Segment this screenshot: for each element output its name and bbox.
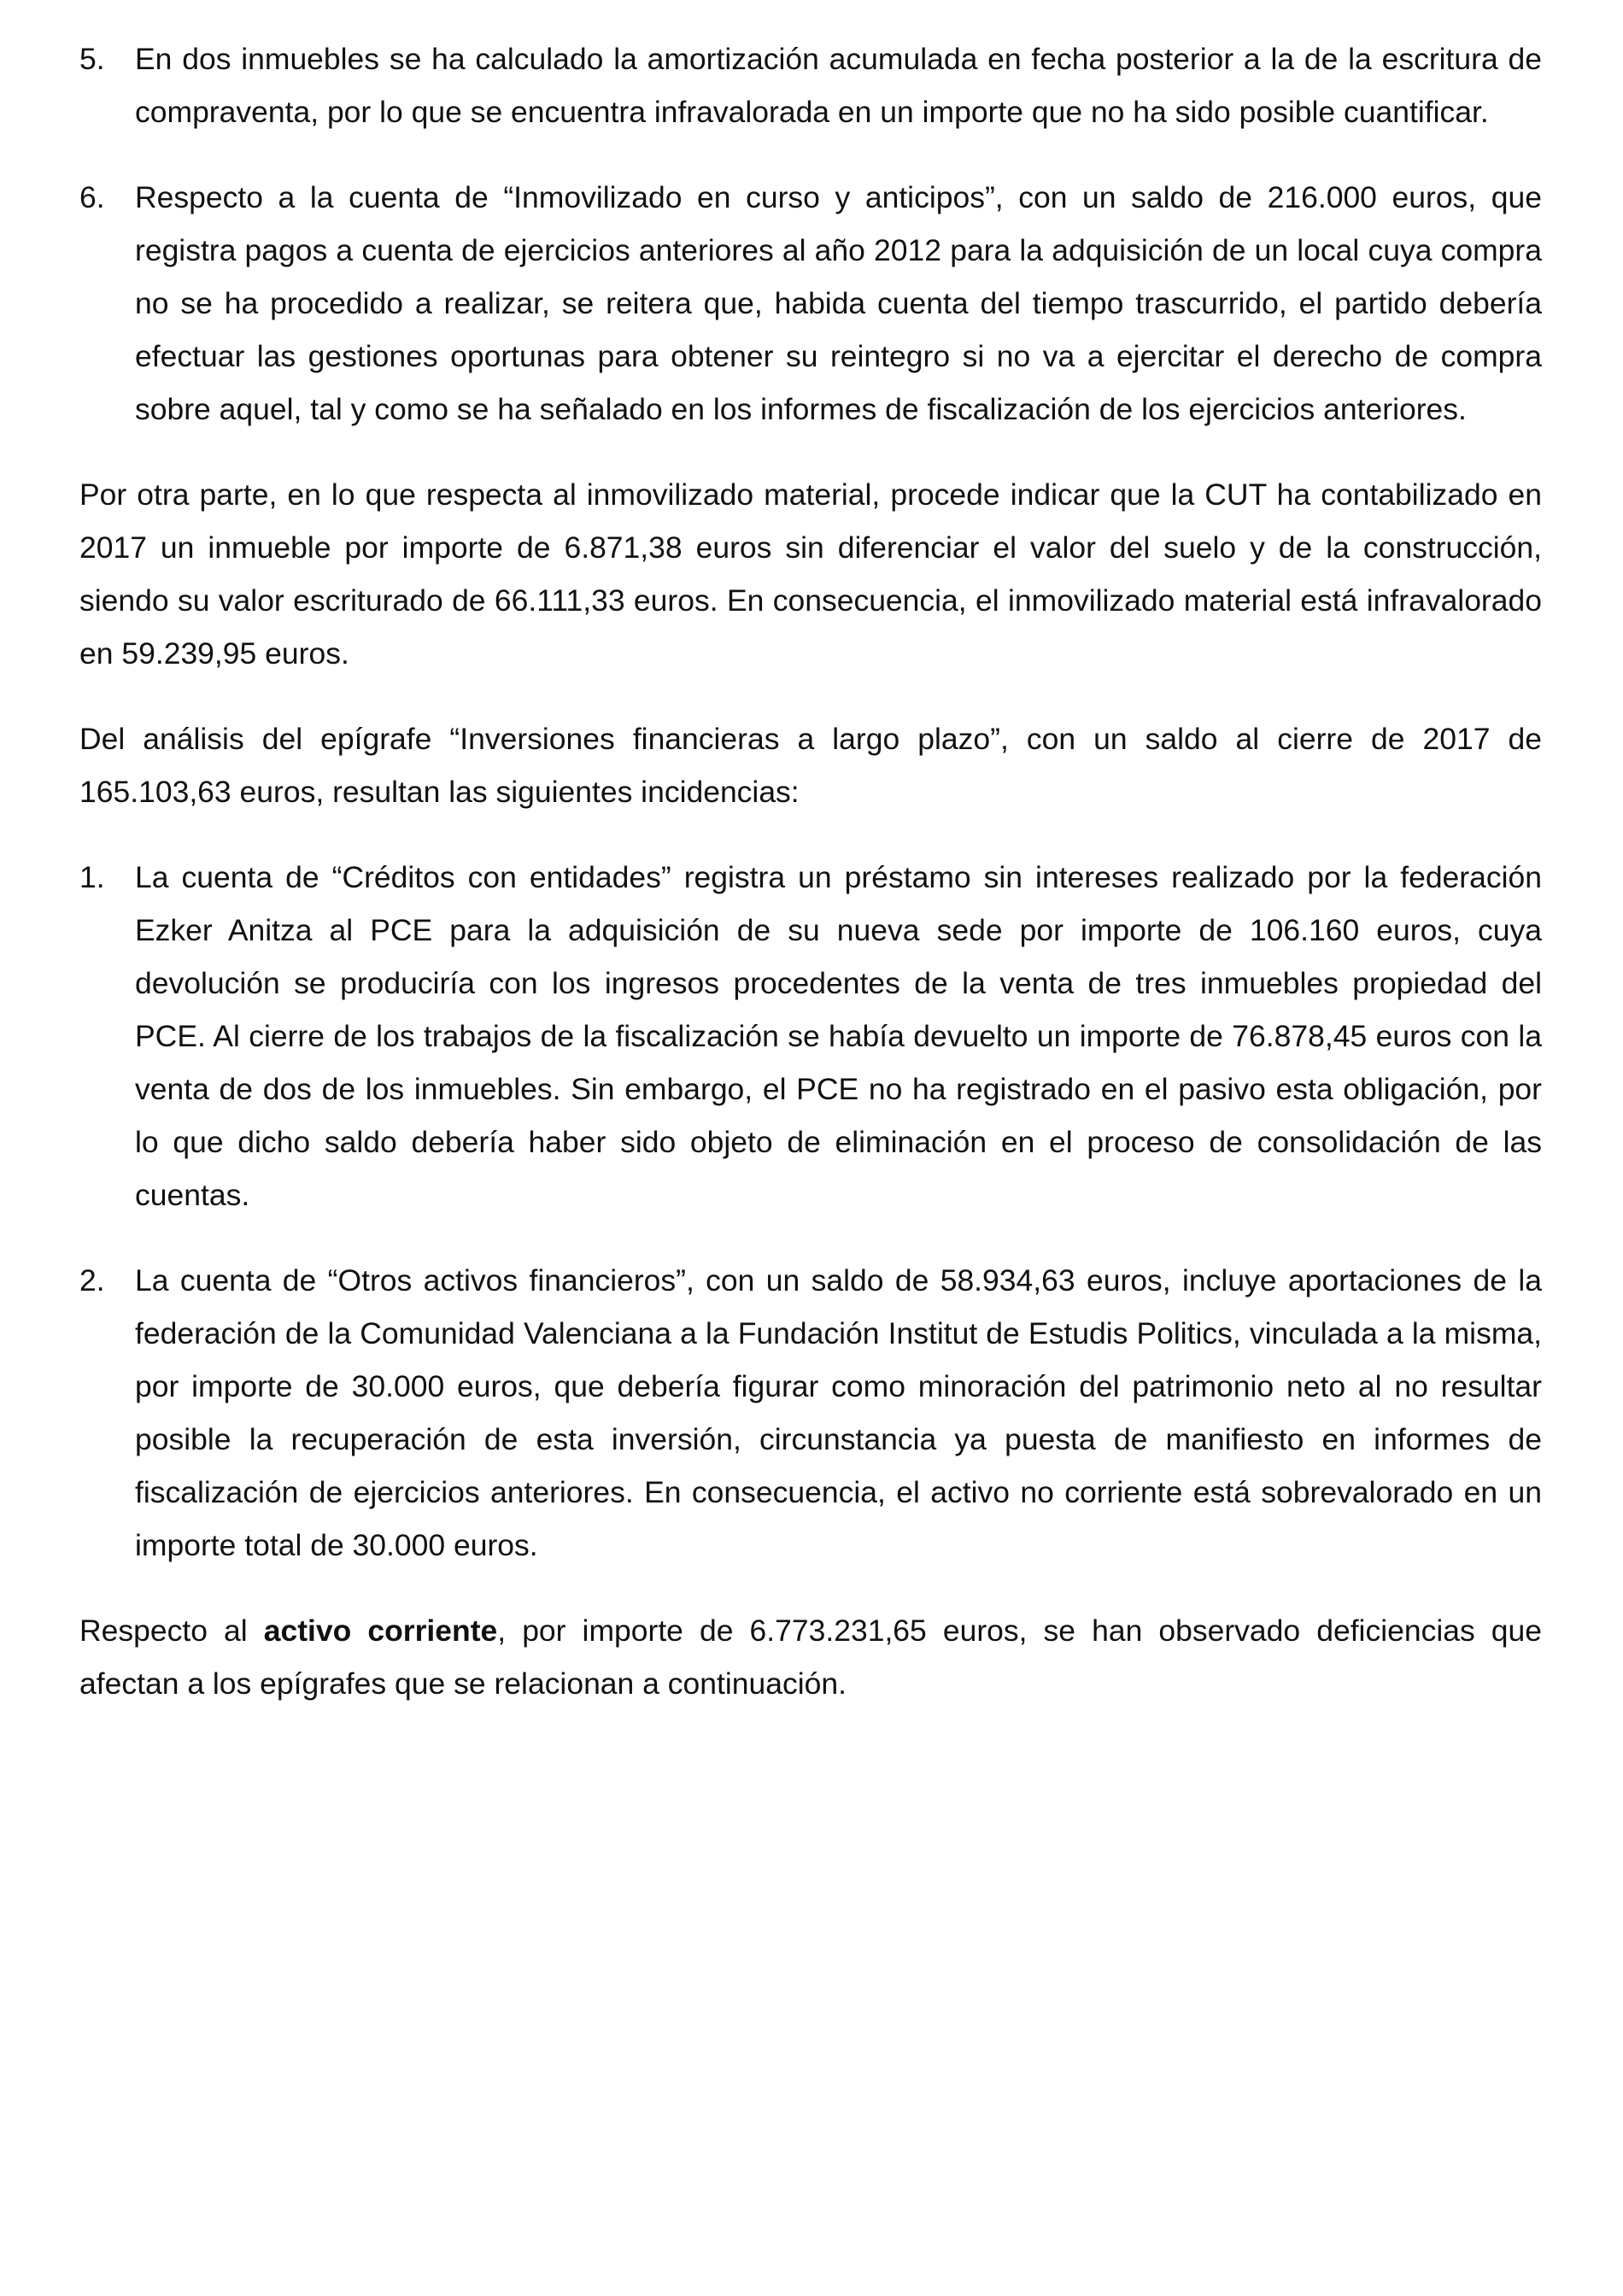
bold-term: activo corriente — [263, 1614, 498, 1648]
paragraph-inversiones-financieras: Del análisis del epígrafe “Inversiones financieras a largo plazo”, con un saldo al cierre de 2017 de 165.103,63 euros, resultan las siguientes incidencias: — [79, 722, 1542, 809]
list-item-text: En dos inmuebles se ha calculado la amortización acumulada en fecha posterior a la de la escritura de compraventa, por lo que se encuentra infravalorada en un importe que no ha sido posible cuantificar. — [135, 42, 1542, 129]
list-item-1 — [79, 851, 1542, 1221]
list-item-number: 5. — [79, 42, 105, 76]
list-item-number: 1. — [79, 860, 105, 894]
paragraph-text-end: , por importe de 6.773.231,65 euros, se han observado deficiencias que afectan a los epígrafes que se relacionan a continuación. — [79, 1614, 1542, 1701]
list-item-2 — [79, 1254, 1542, 1572]
list-item-number: 2. — [79, 1263, 105, 1297]
paragraph-inmovilizado-material: Por otra parte, en lo que respecta al inmovilizado material, procede indicar que la CUT ha contabilizado en 2017 un inmueble por importe de 6.871,38 euros sin diferenciar el valor del suelo y de la construcción, siendo su valor escriturado de 66.111,33 euros. En consecuencia, el inmovilizado material está infravalorado en 59.239,95 euros. — [79, 477, 1542, 671]
list-item-number: 6. — [79, 180, 105, 214]
paragraph-text-start: Respecto al — [79, 1614, 264, 1648]
list-item-text: La cuenta de “Otros activos financieros”, con un saldo de 58.934,63 euros, incluye aportaciones de la federación de la Comunidad Valenciana a la Fundación Institut de Estudis Politics, vinculada a la misma, por importe de 30.000 euros, que debería figurar como minoración del patrimonio neto al no resultar posible la recuperación de esta inversión, circunstancia ya puesta de manifiesto en informes de fiscalización de ejercicios anteriores. En consecuencia, el activo no corriente está sobrevalorado en un importe total de 30.000 euros. — [135, 1263, 1542, 1562]
paragraph-activo-corriente — [79, 1604, 1542, 1710]
list-item-5 — [79, 32, 1542, 138]
list-item-text: Respecto a la cuenta de “Inmovilizado en curso y anticipos”, con un saldo de 216.000 euros, que registra pagos a cuenta de ejercicios anteriores al año 2012 para la adquisición de un local cuya compra no se ha procedido a realizar, se reitera que, habida cuenta del tiempo trascurrido, el partido debería efectuar las gestiones oportunas para obtener su reintegro si no va a ejercitar el derecho de compra sobre aquel, tal y como se ha señalado en los informes de fiscalización de los ejercicios anteriores. — [135, 180, 1542, 426]
list-item-6 — [79, 171, 1542, 436]
document-page — [79, 32, 1542, 1742]
list-item-text: La cuenta de “Créditos con entidades” registra un préstamo sin intereses realizado por la federación Ezker Anitza al PCE para la adquisición de su nueva sede por importe de 106.160 euros, cuya devolución se produciría con los ingresos procedentes de la venta de tres inmuebles propiedad del PCE. Al cierre de los trabajos de la fiscalización se había devuelto un importe de 76.878,45 euros con la venta de dos de los inmuebles. Sin embargo, el PCE no ha registrado en el pasivo esta obligación, por lo que dicho saldo debería haber sido objeto de eliminación en el proceso de consolidación de las cuentas. — [135, 860, 1542, 1212]
